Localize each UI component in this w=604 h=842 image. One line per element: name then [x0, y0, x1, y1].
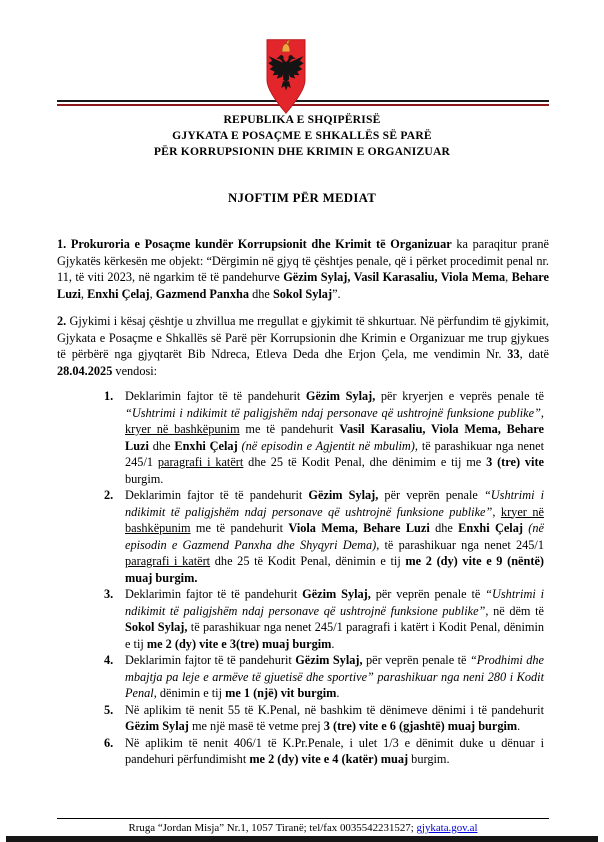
paragraph-prosecution-request: [57, 236, 549, 302]
text-segment: me 1 (një) vit burgim: [225, 686, 337, 700]
decision-item-number: 1.: [104, 389, 114, 403]
text-segment: Deklarimin fajtor të të pandehurit: [125, 389, 306, 403]
text-segment: me një masë të vetme prej: [188, 719, 324, 733]
text-segment: Sokol Sylaj,: [125, 620, 188, 634]
document-body: [57, 236, 549, 768]
decision-item-number: 3.: [104, 587, 114, 601]
decision-item: [57, 702, 549, 735]
text-segment: vendosi:: [112, 363, 158, 378]
decision-item: [57, 586, 549, 652]
text-segment: Enxhi Çelaj: [174, 438, 238, 453]
text-segment: për veprën penale: [378, 488, 484, 502]
text-segment: 1. Prokuroria e Posaçme kundër Korrupsionit dhe Krimit të Organizuar: [57, 237, 452, 251]
decision-item: [57, 735, 549, 768]
text-segment: ”.: [332, 286, 341, 301]
text-segment: të parashikuar nga nenet 245/1: [125, 438, 544, 469]
letterhead-court-name: GJYKATA E POSAÇME E SHKALLËS SË PARË: [172, 129, 432, 142]
text-segment: , dënimin e tij: [153, 686, 226, 700]
text-segment: ,: [80, 286, 88, 301]
footer-website-link[interactable]: gjykata.gov.al: [416, 822, 478, 834]
text-segment: Rruga “Jordan Misja” Nr.1, 1057 Tiranë; tel/fax 0035542231527;: [128, 822, 417, 834]
text-segment: Gjykimi i kësaj çështje u zhvillua me rregullat e gjykimit të shkurtuar. Në përfundim të gjykimit, Gjykata e Posaçme e Shkallës së Parë për Korrupsionin dhe Krimin e Organizuar me trup gjykues të përbërë nga gjyqtarët Bib Ndreca, Etleva Deda dhe Erjon Çela, me vendimin Nr.: [57, 314, 549, 361]
text-segment: ,: [540, 405, 544, 420]
text-segment: Behare Luzi: [57, 270, 549, 301]
text-segment: për veprën penale të: [370, 587, 486, 601]
text-segment: të parashikuar nga nenet 245/1 paragrafi i katërt i Kodit Penal, dënimin e tij: [125, 620, 545, 651]
text-segment: Gëzim Sylaj,: [295, 653, 363, 667]
decision-item-number: 5.: [104, 702, 114, 717]
decision-item: [57, 652, 549, 702]
text-segment: kryer në bashkëpunim: [125, 422, 240, 436]
text-segment: Deklarimin fajtor të të pandehurit: [125, 653, 296, 667]
text-segment: (në episodin e Agjentit në mbulim),: [241, 438, 418, 453]
text-segment: Gëzim Sylaj,: [305, 389, 376, 403]
text-segment: burgim.: [125, 471, 164, 486]
decision-item: [57, 487, 549, 586]
text-segment: dhe 25 të Kodit Penal, dhe dënimim e tij me: [243, 455, 487, 469]
decision-item-text: [125, 702, 544, 735]
text-segment: “Ushtrimi i ndikimit të paligjshëm ndaj personave që ushtrojnë funksione publike”: [125, 587, 544, 618]
text-segment: , datë: [519, 347, 549, 361]
text-segment: Enxhi Çelaj: [87, 286, 150, 301]
text-segment: Gëzim Sylaj: [125, 719, 189, 733]
document-title: NJOFTIM PËR MEDIAT: [227, 191, 377, 205]
text-segment: paragrafi i katërt: [125, 554, 211, 568]
footer-address: [129, 822, 478, 834]
text-segment: (në episodin e Gazmend Panxha dhe Shyqyri Dema),: [125, 521, 544, 552]
decision-list: [57, 388, 549, 768]
text-segment: me 2 (dy) vite e 9 (nëntë) muaj burgim.: [125, 554, 544, 585]
text-segment: “Ushtrimi i ndikimit të paligjshëm ndaj personave që ushtrojnë funksione publike”: [125, 488, 545, 519]
text-segment: ,: [492, 504, 501, 519]
decision-item-text: [125, 586, 544, 652]
text-segment: të parashikuar nga nenet 245/1: [379, 537, 544, 552]
text-segment: 28.04.2025: [57, 363, 113, 378]
text-segment: Deklarimin fajtor të të pandehurit: [125, 488, 309, 502]
text-segment: ,: [149, 286, 156, 301]
text-segment: Sokol Sylaj: [272, 286, 333, 301]
letterhead-republic: REPUBLIKA E SHQIPËRISË: [223, 113, 381, 126]
decision-item-text: [125, 388, 544, 487]
text-segment: .: [517, 719, 521, 733]
text-segment: 33: [507, 347, 520, 361]
text-segment: Viola Mema, Behare Luzi: [288, 521, 430, 535]
text-segment: Në aplikim të nenit 55 të K.Penal, në bashkim të dënimeve dënimi i të pandehurit: [125, 702, 544, 717]
decision-item-number: 6.: [104, 735, 114, 750]
text-segment: “Prodhimi dhe mbajtja pa leje e armëve të gjuetisë dhe sportive” parashikuar nga neni 280 i Kodit Penal: [125, 653, 544, 700]
decision-item: [57, 388, 549, 487]
text-segment: .: [336, 686, 340, 700]
text-segment: ka paraqitur pranë Gjykatës kërkesën me objekt: “Dërgimin në gjyq të çështjes penale, që i përket procedimit penal nr. 11, të viti 2023, në ngarkim të të pandehurve: [57, 237, 549, 284]
letterhead: [0, 112, 604, 160]
page-bottom-edge: [6, 836, 598, 842]
text-segment: .: [331, 636, 335, 651]
decision-item-number: 2.: [104, 488, 114, 502]
albania-coat-of-arms-icon: [264, 38, 308, 115]
text-segment: 3 (tre) vite e 6 (gjashtë) muaj burgim: [323, 719, 518, 733]
text-segment: Vasil Karasaliu, Viola Mema, Behare Luzi: [125, 422, 544, 453]
text-segment: Gëzim Sylaj, Vasil Karasaliu, Viola Mema: [283, 270, 506, 284]
text-segment: “Ushtrimi i ndikimit të paligjshëm ndaj personave që ushtrojnë funksione publike”: [125, 405, 541, 420]
text-segment: , në dëm të: [485, 603, 544, 618]
letterhead-court-subname: PËR KORRUPSIONIN DHE KRIMIN E ORGANIZUAR: [153, 145, 451, 158]
text-segment: Deklarimin fajtor të të pandehurit: [125, 587, 303, 601]
text-segment: ,: [505, 270, 512, 284]
decision-item-text: [125, 735, 544, 768]
text-segment: 3 (tre) vite: [486, 455, 544, 469]
text-segment: dhe: [148, 438, 175, 453]
decision-item-text: [125, 487, 544, 586]
text-segment: me 2 (dy) vite e 3(tre) muaj burgim: [146, 636, 332, 651]
text-segment: kryer në bashkëpunim: [125, 504, 544, 535]
text-segment: Gëzim Sylaj,: [302, 587, 371, 601]
decision-item-number: 4.: [104, 653, 114, 667]
text-segment: dhe: [249, 286, 273, 301]
text-segment: për kryerjen e veprës penale të: [375, 389, 544, 403]
text-segment: me të pandehurit: [239, 422, 340, 436]
paragraph-court-decision-intro: [57, 313, 549, 379]
text-segment: dhe 25 të Kodit Penal, dënimin e tij: [210, 554, 406, 568]
text-segment: për veprën penale të: [362, 653, 470, 667]
text-segment: dhe: [429, 521, 459, 535]
text-segment: me 2 (dy) vite e 4 (katër) muaj: [249, 752, 409, 766]
text-segment: Enxhi Çelaj: [458, 521, 523, 535]
decision-item-text: [125, 652, 544, 702]
text-segment: Gazmend Panxha: [155, 286, 250, 301]
text-segment: 2.: [57, 314, 67, 328]
text-segment: burgim.: [408, 752, 450, 766]
text-segment: Gëzim Sylaj,: [308, 488, 379, 502]
text-segment: me të pandehurit: [190, 521, 289, 535]
text-segment: paragrafi i katërt: [157, 455, 244, 469]
text-segment: Në aplikim të nenit 406/1 të K.Pr.Penale, i ulet 1/3 e dënimit duke u dënuar i pandehuri përfundimisht: [125, 735, 544, 766]
footer-address-bar: [57, 818, 549, 835]
